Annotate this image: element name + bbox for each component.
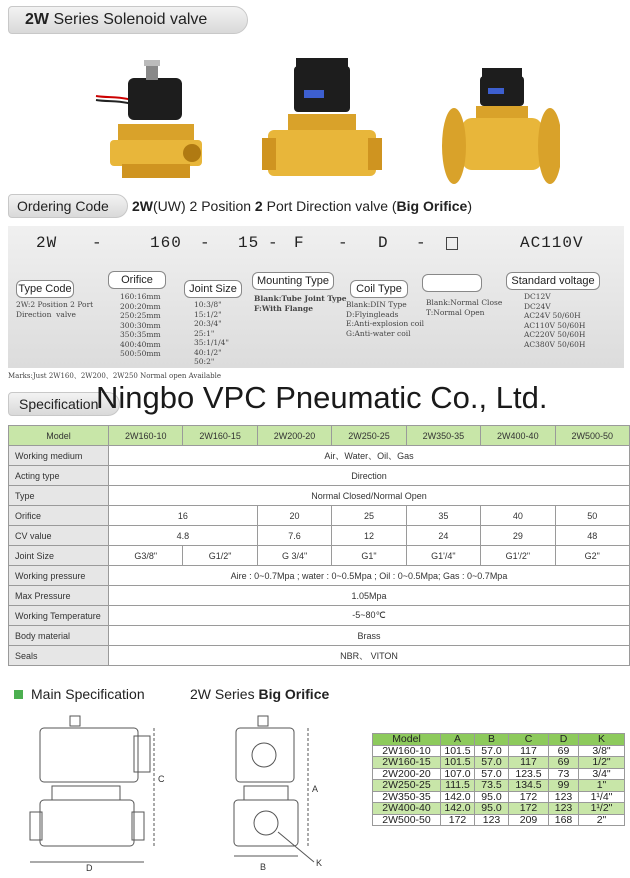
dim-label-a: A [312, 784, 319, 794]
table-row [9, 466, 630, 486]
table-cell: 142.0 [441, 791, 475, 803]
orifice-text: 160:16mm 200:20mm 250:25mm 300:30mm 350:35mm 400:40mm 500:50mm [120, 292, 161, 358]
side-view-drawing [218, 706, 334, 874]
table-header-cell: 2W250-25 [332, 426, 406, 446]
table-cell: 48 [555, 526, 629, 546]
dim-label-d: D [86, 863, 93, 873]
normal-pill [422, 274, 482, 292]
table-cell: 172 [441, 814, 475, 826]
company-watermark: Ningbo VPC Pneumatic Co., Ltd. [96, 380, 548, 415]
table-cell: 123.5 [509, 768, 549, 780]
dim-label-b: B [260, 862, 267, 872]
table-cell: 69 [549, 745, 579, 757]
table-cell: 3/4" [579, 768, 625, 780]
table-cell: 57.0 [475, 745, 509, 757]
marks-note: Marks:Just 2W160、2W200、2W250 Normal open Available [8, 372, 222, 380]
page-title: 2W Series Solenoid valve [25, 11, 208, 28]
code-dash: - [268, 234, 279, 252]
table-cell: 134.5 [509, 780, 549, 792]
normal-text: Blank:Normal Close T:Normal Open [426, 298, 503, 317]
code-dash: - [338, 234, 349, 252]
table-header-cell: 2W400-40 [481, 426, 555, 446]
type-code-text: 2W:2 Position 2 Port Direction valve [16, 300, 94, 319]
table-row [373, 791, 625, 803]
valve-image-flange [440, 62, 560, 192]
table-cell: -5~80℃ [109, 606, 630, 626]
table-cell: G1/2" [183, 546, 257, 566]
table-row [9, 586, 630, 606]
row-label: Orifice [9, 506, 109, 526]
table-cell: 2W500-50 [373, 814, 441, 826]
table-cell: 1.05Mpa [109, 586, 630, 606]
table-cell: 29 [481, 526, 555, 546]
table-row [373, 734, 625, 746]
dim-label-k: K [316, 858, 323, 868]
table-cell: 1¹/4" [579, 791, 625, 803]
table-header-cell: 2W350-35 [406, 426, 480, 446]
table-cell: 25 [332, 506, 406, 526]
table-row [373, 768, 625, 780]
table-cell: 69 [549, 757, 579, 769]
row-label: Acting type [9, 466, 109, 486]
table-cell: 73.5 [475, 780, 509, 792]
joint-size-text: 10:3/8" 15:1/2" 20:3/4" 25:1" 35:1/1/4" 40:1/2" 50:2" [194, 300, 229, 366]
table-cell: 57.0 [475, 768, 509, 780]
table-cell: 2W400-40 [373, 803, 441, 815]
table-header-cell: Model [9, 426, 109, 446]
table-cell: 117 [509, 757, 549, 769]
main-spec-title: Main Specification [14, 686, 145, 702]
row-label: Joint Size [9, 546, 109, 566]
code-mounting: F [294, 234, 305, 252]
row-label: Working pressure [9, 566, 109, 586]
type-code-pill: Type Code [16, 280, 74, 298]
table-row [373, 803, 625, 815]
table-header-cell: 2W200-20 [257, 426, 331, 446]
table-row [9, 646, 630, 666]
table-cell: 107.0 [441, 768, 475, 780]
table-cell: 123 [549, 791, 579, 803]
table-cell: Normal Closed/Normal Open [109, 486, 630, 506]
table-cell: 2" [579, 814, 625, 826]
table-cell: 172 [509, 803, 549, 815]
table-row [9, 486, 630, 506]
table-header-cell: 2W160-15 [183, 426, 257, 446]
table-cell: G3/8" [109, 546, 183, 566]
table-cell: NBR、 VITON [109, 646, 630, 666]
table-cell: G1'/2" [481, 546, 555, 566]
table-cell: 2W160-10 [373, 745, 441, 757]
table-cell: G 3/4" [257, 546, 331, 566]
green-square-icon [14, 690, 23, 699]
valve-image-small [88, 52, 218, 182]
code-type: 2W [36, 234, 58, 252]
code-dash: - [416, 234, 427, 252]
table-cell: 168 [549, 814, 579, 826]
table-row [9, 506, 630, 526]
code-joint: 15 [238, 234, 260, 252]
table-row [9, 446, 630, 466]
big-orifice-title: 2W Series Big Orifice [190, 686, 330, 702]
code-orifice: 160 [150, 234, 182, 252]
specification-table [8, 425, 630, 666]
mounting-type-text: Blank:Tube Joint Type F:With Flange [254, 294, 347, 313]
table-cell: 209 [509, 814, 549, 826]
table-row [373, 780, 625, 792]
table-header-cell: A [441, 734, 475, 746]
row-label: CV value [9, 526, 109, 546]
table-cell: 95.0 [475, 803, 509, 815]
table-row [373, 757, 625, 769]
coil-type-text: Blank:DIN Type D:Flyingleads E:Anti-explosion coil G:Anti-water coil [346, 300, 425, 338]
valve-image-medium [262, 52, 382, 182]
table-row [9, 606, 630, 626]
table-cell: 2W200-20 [373, 768, 441, 780]
joint-size-pill: Joint Size [184, 280, 242, 298]
table-cell: 16 [109, 506, 258, 526]
table-cell: 99 [549, 780, 579, 792]
row-label: Working medium [9, 446, 109, 466]
row-label: Body material [9, 626, 109, 646]
table-cell: 40 [481, 506, 555, 526]
mounting-type-pill: Mounting Type [252, 272, 334, 290]
standard-voltage-pill: Standard voltage [506, 272, 600, 290]
table-row [9, 566, 630, 586]
code-coil: D [378, 234, 389, 252]
front-view-drawing [14, 706, 174, 874]
table-cell: G1'/4" [406, 546, 480, 566]
table-header-cell: D [549, 734, 579, 746]
dimension-table [372, 733, 625, 826]
coil-type-pill: Coil Type [350, 280, 408, 298]
code-dash: - [200, 234, 211, 252]
table-cell: 1/2" [579, 757, 625, 769]
page-title-tab [8, 6, 248, 34]
table-cell: Air、Water、Oil、Gas [109, 446, 630, 466]
table-cell: 73 [549, 768, 579, 780]
table-header-cell: B [475, 734, 509, 746]
row-label: Working Temperature [9, 606, 109, 626]
table-cell: 3/8" [579, 745, 625, 757]
code-normal-box [446, 237, 458, 250]
code-dash: - [92, 234, 103, 252]
table-cell: 50 [555, 506, 629, 526]
table-row [9, 626, 630, 646]
table-header-cell: C [509, 734, 549, 746]
table-cell: 2W350-35 [373, 791, 441, 803]
table-cell: 95.0 [475, 791, 509, 803]
table-row [373, 814, 625, 826]
row-label: Max Pressure [9, 586, 109, 606]
table-cell: 24 [406, 526, 480, 546]
table-cell: 123 [475, 814, 509, 826]
dim-label-c: C [158, 774, 165, 784]
table-cell: 2W160-15 [373, 757, 441, 769]
table-cell: 20 [257, 506, 331, 526]
specification-label: Specification [8, 392, 120, 416]
table-cell: 2W250-25 [373, 780, 441, 792]
table-row [9, 426, 630, 446]
row-label: Seals [9, 646, 109, 666]
table-header-cell: Model [373, 734, 441, 746]
table-cell: 35 [406, 506, 480, 526]
table-cell: 111.5 [441, 780, 475, 792]
table-cell: Direction [109, 466, 630, 486]
orifice-pill: Orifice [108, 271, 166, 289]
table-cell: 123 [549, 803, 579, 815]
table-cell: Aire : 0~0.7Mpa ; water : 0~0.5Mpa ; Oil : 0~0.5Mpa; Gas : 0~0.7Mpa [109, 566, 630, 586]
table-cell: G2" [555, 546, 629, 566]
table-cell: 57.0 [475, 757, 509, 769]
table-cell: 142.0 [441, 803, 475, 815]
table-header-cell: K [579, 734, 625, 746]
ordering-code-description: 2W(UW) 2 Position 2 Port Direction valve (Big Orifice) [132, 198, 473, 214]
table-cell: 1¹/2" [579, 803, 625, 815]
table-header-cell: 2W500-50 [555, 426, 629, 446]
row-label: Type [9, 486, 109, 506]
table-cell: 101.5 [441, 745, 475, 757]
table-row [9, 546, 630, 566]
table-cell: G1" [332, 546, 406, 566]
table-cell: 117 [509, 745, 549, 757]
table-row [373, 745, 625, 757]
table-cell: 4.8 [109, 526, 258, 546]
table-header-cell: 2W160-10 [109, 426, 183, 446]
table-cell: 12 [332, 526, 406, 546]
table-row [9, 526, 630, 546]
table-cell: 7.6 [257, 526, 331, 546]
table-cell: Brass [109, 626, 630, 646]
code-voltage: AC110V [520, 234, 584, 252]
table-cell: 172 [509, 791, 549, 803]
standard-voltage-text: DC12V DC24V AC24V 50/60H AC110V 50/60H AC220V 50/60H AC380V 50/60H [524, 292, 586, 349]
ordering-code-label: Ordering Code [8, 194, 128, 218]
table-cell: 101.5 [441, 757, 475, 769]
table-cell: 1" [579, 780, 625, 792]
